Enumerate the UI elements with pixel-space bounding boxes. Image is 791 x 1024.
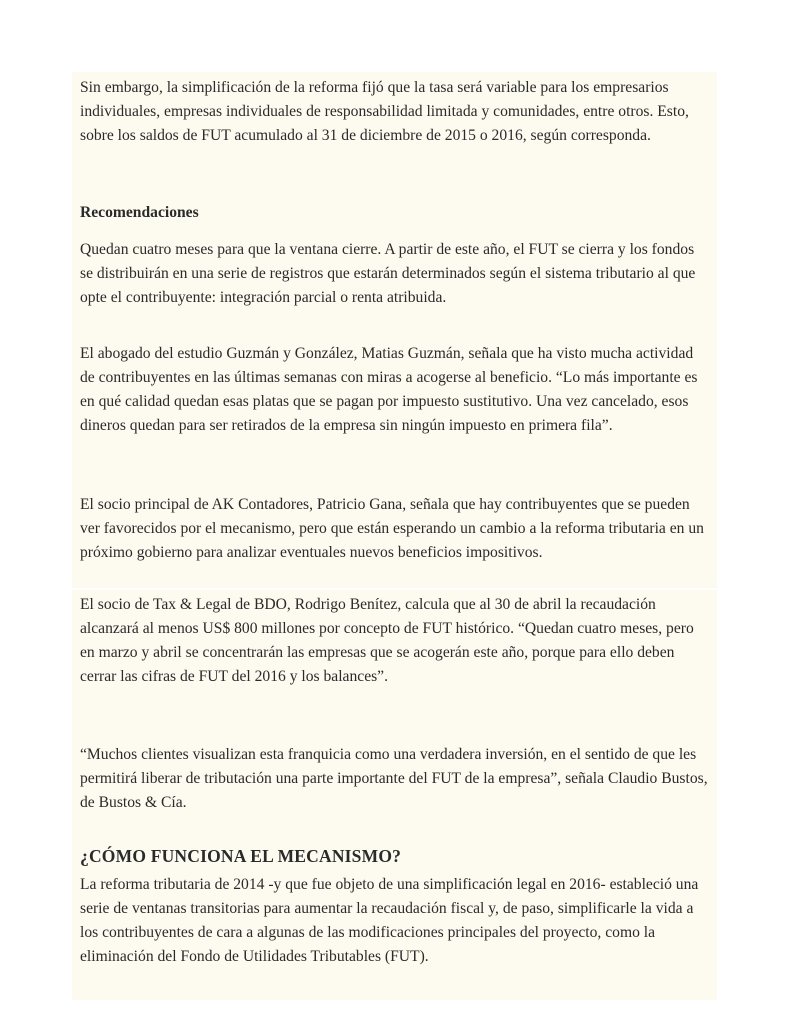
paragraph-ventana: Quedan cuatro meses para que la ventana cierre. A partir de este año, el FUT se cierra y los fondos se distribuirán en una serie de registros que estarán determinados según el sistema tributario al que opte el contribuyente: integración parcial o renta atribuida.: [80, 241, 696, 306]
paragraph-benitez: El socio de Tax & Legal de BDO, Rodrigo Benítez, calcula que al 30 de abril la recaudación alcanzará al menos US$ 800 millones por concepto de FUT histórico. “Quedan cuatro meses, pero en marzo y abril se concentrarán las empresas que se acogerán este año, porque para ello deben cerrar las cifras de FUT del 2016 y los balances”.: [80, 596, 694, 685]
paragraph-gana: El socio principal de AK Contadores, Patricio Gana, señala que hay contribuyentes que se pueden ver favorecidos por el mecanismo, pero que están esperando un cambio a la reforma tributaria en un próximo gobierno para analizar eventuales nuevos beneficios impositivos.: [80, 496, 704, 561]
heading-como-funciona: ¿CÓMO FUNCIONA EL MECANISMO?: [80, 846, 402, 866]
paragraph-bustos: “Muchos clientes visualizan esta franquicia como una verdadera inversión, en el sentido de que les permitirá liberar de tributación una parte importante del FUT de la empresa”, señala Claudio Bustos, de Bustos & Cía.: [80, 746, 708, 811]
article-panel-top: [72, 72, 717, 588]
paragraph-reforma: La reforma tributaria de 2014 -y que fue objeto de una simplificación legal en 2016- estableció una serie de ventanas transitorias para aumentar la recaudación fiscal y, de paso, simplificarle la vida a los contribuyentes de cara a algunas de las modificaciones principales del proyecto, como la eliminación del Fondo de Utilidades Tributables (FUT).: [80, 876, 699, 965]
paragraph-simplificacion: Sin embargo, la simplificación de la reforma fijó que la tasa será variable para los empresarios individuales, empresas individuales de responsabilidad limitada y comunidades, entre otros. Esto, sobre los saldos de FUT acumulado al 31 de diciembre de 2015 o 2016, según corresponda.: [80, 79, 689, 144]
article-panel-bottom: [72, 590, 717, 1000]
heading-recomendaciones: Recomendaciones: [80, 204, 199, 221]
paragraph-guzman: El abogado del estudio Guzmán y González, Matias Guzmán, señala que ha visto mucha actividad de contribuyentes en las últimas semanas con miras a acogerse al beneficio. “Lo más importante es en qué calidad quedan esas platas que se pagan por impuesto sustitutivo. Una vez cancelado, esos dineros quedan para ser retirados de la empresa sin ningún impuesto en primera fila”.: [80, 345, 698, 434]
